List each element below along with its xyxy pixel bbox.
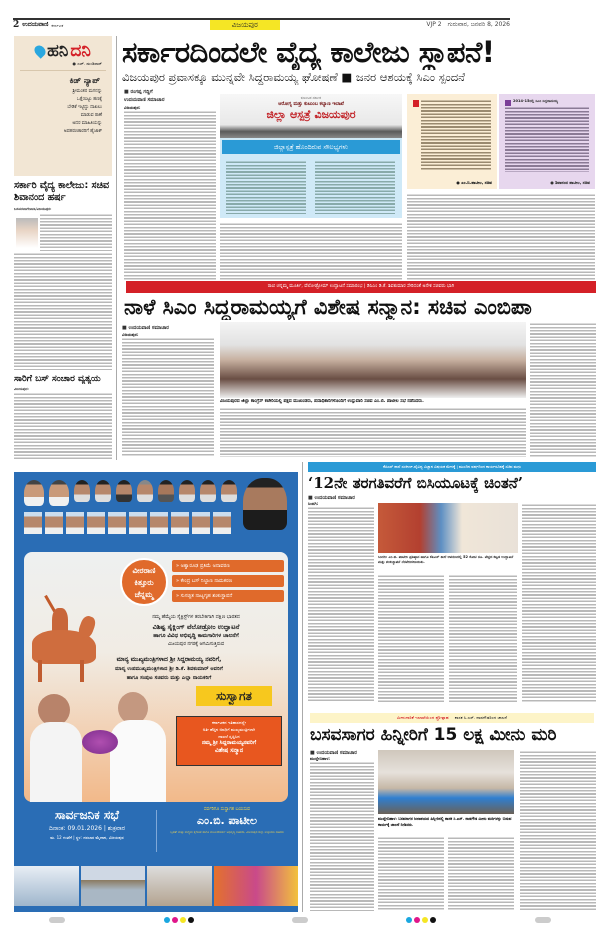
- drop-icon: [32, 43, 48, 59]
- leader-portrait: [45, 512, 63, 534]
- lead-reporter: ■ ರಂಗಪ್ಪ ಗದ್ದಿಗೆ: [124, 89, 153, 95]
- quote-box-shivanand: [499, 94, 595, 189]
- sidebar-story1-dateline: ಬಸವನಬಾಗೇವಾಡಿ/ವಿಜಯಪುರ:: [14, 207, 52, 211]
- ad-body-line: ವಿಜಯಪುರ ನಗರಕ್ಕೆ ಆಗಮಿಸುತ್ತಿರುವ: [167, 642, 225, 647]
- meeting-photo: [220, 322, 526, 398]
- sidebar-story2-body: [14, 392, 112, 460]
- quote-box-mbpatil: [407, 94, 497, 189]
- ad-bullet-list: [172, 560, 284, 602]
- mid-meal-col3-text: [449, 574, 517, 702]
- mid-meal-col2-text: [378, 574, 444, 702]
- ad-bullet: » ಅಶ್ವಾರೂಢ ಪ್ರತಿಮೆ ಅನಾವರಣ: [172, 560, 284, 572]
- leader-portrait: [179, 480, 195, 502]
- masthead-sub: ಕರ್ನಾಟಕ: [51, 22, 64, 28]
- facilities-box: [220, 138, 402, 218]
- second-bureau: ■ ಉದಯವಾಣಿ ಸಮಾಚಾರ: [122, 325, 169, 331]
- poem-line: ಶ್ರೀಮಂತರ ಮಗನನ್ನು: [72, 89, 102, 94]
- lead-col3-text: [407, 193, 595, 280]
- sidebar-story2-headline: ಸಾರಿಗೆ ಬಸ್ ಸಂಚಾರ ವ್ಯತ್ಯಯ: [14, 374, 101, 384]
- leader-portrait: [108, 512, 126, 534]
- leader-portrait: [158, 480, 174, 502]
- second-body-text: [220, 407, 526, 457]
- host-title: ಬೃಹತ್ ಮತ್ತು ಮಧ್ಯಮ ಕೈಗಾರಿಕೆ ಹಾಗೂ ಮೂಲಸೌಕರ್ಯ ಅಭಿವೃದ್ಧಿ ಸಚಿವರು, ವಿಜಯಪುರ ಜಿಲ್ಲಾ ಉಸ್ತುವಾರಿ ಸಚಿವರು: [170, 830, 284, 834]
- sidebar-story1-body: [14, 252, 112, 370]
- leader-portrait: [66, 512, 84, 534]
- bus-stand-photo: [214, 866, 298, 906]
- honour-line: ನಮ್ಮ ಶ್ರೀ ಸಿದ್ದರಾಮಯ್ಯನವರಿಗೆ: [201, 740, 257, 746]
- fish-bureau: ■ ಉದಯವಾಣಿ ಸಮಾಚಾರ: [310, 750, 357, 756]
- page-header: [13, 18, 510, 30]
- page-number: 2: [13, 20, 20, 30]
- leaders-row-2: [24, 512, 231, 534]
- welcome-banner: ಸುಸ್ವಾಗತ: [196, 686, 272, 706]
- meeting-title: ಸಾರ್ವಜನಿಕ ಸಭೆ: [55, 808, 119, 822]
- sign-line3: ಜಿಲ್ಲಾ ಆಸ್ಪತ್ರೆ ವಿಜಯಪುರ: [266, 108, 356, 121]
- second-col1-text: [122, 337, 214, 457]
- page-code: VJP 2: [426, 21, 442, 28]
- hani-dani-column: [14, 36, 112, 176]
- ad-info-band: [14, 802, 298, 864]
- lead-subhead: ವಿಜಯಪುರ ಪ್ರವಾಸಕ್ಕೂ ಮುನ್ನವೇ ಸಿದ್ದರಾಮಯ್ಯ ಘೋಷಣೆ ■ ಜನರ ಆಶಯಕ್ಕೆ ಸಿಎಂ ಸ್ಪಂದನೆ: [122, 70, 465, 84]
- host-block: [160, 806, 294, 834]
- mid-meal-bureau: ■ ಉದಯವಾಣಿ ಸಮಾಚಾರ: [308, 495, 355, 501]
- mid-meal-col1-text: [308, 506, 374, 702]
- ad-body-line: ನಮ್ಮ ಹೆಮ್ಮೆಯ ಸೈಕ್ಲಿಸ್ಟ್‌ಗಳ ತರಬೇತಿಗಾಗಿ ದಕ್ಷಿಣ ಭಾರತದ: [152, 615, 240, 620]
- honour-line: ವಿಶೇಷ ಸನ್ಮಾನ: [214, 747, 244, 754]
- ad-inner-panel: [24, 552, 288, 802]
- poem-line: ಅಪಹರಣಕಾರರಿಗೆ ಹೈಜಾಕ್: [63, 129, 102, 134]
- poem-title: ಕಿಡ್ ನ್ಯಾಪ್: [69, 76, 100, 85]
- lead-headline: ಸರ್ಕಾರದಿಂದಲೇ ವೈದ್ಯ ಕಾಲೇಜು ಸ್ಥಾಪನೆ!: [122, 35, 495, 69]
- quote-author: ● ಎಂ.ಬಿ.ಪಾಟೀಲ, ಸಚಿವ: [456, 180, 492, 185]
- sidebar-story1-headline: ಸರ್ಕಾರಿ ವೈದ್ಯ ಕಾಲೇಜು: ಸಚಿವ ಶಿವಾನಂದ ಹರ್ಷ: [14, 180, 110, 203]
- registration-pill: [49, 917, 65, 923]
- velodrome-photo: [14, 866, 79, 906]
- leader-portrait: [87, 512, 105, 534]
- mid-meal-kicker: ಕೆಪಿಎಸ್ ಶಾಲೆ ಸಂಕೀರ್ಣ-ವೈವಿಧ್ಯ ವಿಜ್ಞಾನ ವಿಷಯಕ ಮೇಳಕ್ಕೆ | ಮುಂದಿನ ವರ್ಷದಿಂದ ಕಾರ್ಯರೂಪಕ್ಕೆ ಸಚಿವ ಮಧು: [308, 462, 596, 472]
- ad-body-line: ಹಾಗೂ ಸಂಪುಟ ಸಚಿವರು ಮತ್ತು ಎಲ್ಲಾ ನಾಯಕರಿಗೆ: [126, 675, 212, 681]
- sign-line1: ಕರ್ನಾಟಕ ಸರ್ಕಾರ: [300, 96, 322, 100]
- mid-meal-dateline: ಸಿಂದಗಿ:: [308, 501, 319, 506]
- host-name: ಎಂ.ಬಿ. ಪಾಟೀಲ: [197, 814, 257, 827]
- mid-meal-headline: ‘12ನೇ ತರಗತಿವರೆಗೆ ಬಿಸಿಯೂಟಕ್ಕೆ ಚಿಂತನೆ’: [308, 474, 523, 492]
- column-divider: [302, 462, 303, 912]
- fish-col2-text: [378, 836, 444, 911]
- mid-meal-photo: [378, 503, 518, 553]
- edition-label: ವಿಜಯಪುರ: [210, 20, 280, 30]
- column-author: ● ಎಚ್. ಡುಂಡಿರಾಜ್: [72, 61, 102, 66]
- mid-meal-caption: ಸಿಂದಗಿ: ಎಂ.ಬಿ. ಪಾಟೀಲ ಪ್ರತಿಷ್ಠಾನ ಹಾಗೂ ಕೆಪಿಎಸ್ ಶಾಲೆ ಆವರಣದಲ್ಲಿ 52 ಕೋಟಿ ರೂ. ವೆಚ್ಚದ ಕಟ್ಟಡ ಉದ್ಘಾಟನೆ ಮತ್ತು ಶಂಕುಸ್ಥಾಪನೆ ನೆರವೇರಿಸಲಾಯಿತು.: [378, 555, 514, 564]
- honour-line: ಅತೀ ಹೆಚ್ಚಿನ ಅವಧಿಗೆ ಮುಖ್ಯಮಂತ್ರಿಗಳಾಗಿ: [202, 727, 256, 732]
- sign-line2: ಆರೋಗ್ಯ ಮತ್ತು ಕುಟುಂಬ ಕಲ್ಯಾಣ ಇಲಾಖೆ: [278, 102, 344, 107]
- poem-line: ಬೇಡಿಕೆ ಇಟ್ಟಿದ್ದು ದಾಖಲು: [67, 105, 102, 110]
- ad-bullet: » ಕೇಂದ್ರ ಬಸ್ ನಿಲ್ದಾಣ ನಾಮಕರಣ: [172, 575, 284, 587]
- cmyk-dots: [406, 917, 436, 923]
- hospital-photo: [220, 94, 402, 138]
- facilities-col2: [315, 160, 395, 214]
- medallion-line: ವೀರರಾಣಿ: [132, 566, 156, 575]
- leader-portrait: [150, 512, 168, 534]
- leader-portrait: [49, 480, 69, 506]
- thumbs-up-icon: [413, 100, 419, 107]
- masthead: ಉದಯವಾಣಿ: [22, 21, 49, 28]
- print-registration-marks: [0, 912, 600, 928]
- quote-author: ● ಶಿವಾನಂದ ಪಾಟೀಲ, ಸಚಿವ: [550, 180, 590, 185]
- sidebar-story1-text: [40, 213, 112, 251]
- leader-portrait: [221, 480, 237, 502]
- issue-date: ಗುರುವಾರ, ಜನವರಿ 8, 2026: [447, 21, 510, 28]
- public-meeting: [22, 808, 152, 840]
- chennamma-medallion: [120, 558, 168, 606]
- event-banner-strip: ರಾಣಿ ಚನ್ನಮ್ಮ ಮೂರ್ತಿ, ವೆಲೋಡ್ರೋಮ್ ಉದ್ಘಾಟನೆ ಸಮಾರಂಭ | ಡಿಸಿಎಂ ಡಿ.ಕೆ. ಶಿವಕುಮಾರ ಸೇರಿದಂತೆ ಅನೇಕ ಸಚಿವರು ಭಾಗಿ: [126, 281, 596, 293]
- leader-portrait: [192, 512, 210, 534]
- lake-photo: [81, 866, 146, 906]
- poem-line: ಅದರ ಮಾಹಿತಿಯನ್ನು: [72, 121, 102, 126]
- poem-line: ಮಾಡುವ ಠಾಣೆ: [80, 113, 102, 118]
- fish-col4-text: [520, 750, 596, 911]
- column-title-dani: ದನಿ: [70, 41, 91, 61]
- column-divider: [116, 36, 117, 460]
- fish-headline: ಬಸವಸಾಗರ ಹಿನ್ನೀರಿಗೆ 15 ಲಕ್ಷ ಮೀನು ಮರಿ: [310, 725, 557, 745]
- cm-body: [110, 720, 166, 802]
- second-headline: ನಾಳೆ ಸಿಎಂ ಸಿದ್ದರಾಮಯ್ಯಗೆ ವಿಶೇಷ ಸನ್ಮಾನ: ಸಚಿವ ಎಂಬಿಪಾ: [124, 295, 532, 319]
- mid-meal-col4-text: [522, 503, 596, 702]
- leader-portrait: [213, 512, 231, 534]
- fish-kicker: [310, 713, 594, 723]
- leader-portrait: [95, 480, 111, 502]
- honour-line: ಕರ್ನಾಟಕದ ಇತಿಹಾಸದಲ್ಲೇ: [212, 720, 246, 725]
- ad-body-line: ವಿಶಿಷ್ಟ ಸೈಕ್ಲಿಂಗ್ ವೆಲೋಡ್ರೋಂ ಉದ್ಘಾಟನೆ: [152, 623, 240, 631]
- poem-line: ಒತ್ತೆಯಿಟ್ಟು ಹಣಕ್ಕೆ: [76, 97, 102, 102]
- sidebar-story2-dateline: ವಿಜಯಪುರ:: [14, 387, 29, 391]
- fish-col1-text: [310, 761, 374, 911]
- fish-kicker-b: ಶಾಸಕ ಸಿ.ಎಸ್. ನಾಡಗೌಡರಿಂದ ಚಾಲನೆ: [454, 715, 508, 720]
- leaders-row-1: [24, 480, 237, 506]
- quote-lead: 2014-15ರಲ್ಲಿ ಸಿಎಂ ಸಿದ್ದರಾಮಯ್ಯ: [513, 99, 558, 103]
- leader-portrait: [116, 480, 132, 502]
- minister-photo: [16, 218, 38, 248]
- lead-dateline: ವಿಜಯಪುರ:: [124, 105, 141, 110]
- facilities-box-title: ಜಿಲ್ಲಾಸ್ಪತ್ರೆ ಹೊಂದಿರುವ ಸೌಲಭ್ಯಗಳು: [222, 140, 400, 154]
- lead-col2-text: [220, 222, 402, 280]
- welcome-advertisement: [14, 472, 298, 912]
- leader-portrait: [24, 512, 42, 534]
- host-label: ಸರ್ವರಿಗೂ ಸುಸ್ವಾಗತ ಬಯಸುವ: [203, 807, 251, 812]
- ad-body-line: ಹಾಗೂ ವಿವಿಧ ಅಭಿವೃದ್ಧಿ ಕಾಮಗಾರಿಗಳ ಚಾಲನೆಗೆ: [153, 633, 239, 639]
- column-title-hani: ಹನಿ: [47, 41, 69, 61]
- quote-text: [505, 106, 589, 172]
- ad-body: [104, 614, 288, 649]
- dcm-portrait: [243, 478, 287, 530]
- ad-body-line: ಮಾನ್ಯ ಮುಖ್ಯಮಂತ್ರಿಗಳಾದ ಶ್ರೀ ಸಿದ್ದರಾಮಯ್ಯ ನವರಿಗೆ,: [116, 656, 222, 663]
- second-dateline: ವಿಜಯಪುರ:: [122, 332, 139, 337]
- mbpatil-body: [30, 722, 82, 802]
- lead-bureau: ಉದಯವಾಣಿ ಸಮಾಚಾರ: [124, 97, 165, 103]
- meeting-venue: ಮ. 12 ಗಂಟೆಗೆ | ಸ್ಥಳ: ದರಬಾರ ಮೈದಾನ, ವಿಜಯಪುರ: [50, 835, 124, 840]
- fish-dateline: ಮುದ್ದೇಬಿಹಾಳ:: [310, 756, 330, 761]
- ad-greeting: [54, 654, 284, 683]
- quote-text: [421, 99, 491, 171]
- leader-portrait: [24, 480, 44, 506]
- meeting-photo-caption: ವಿಜಯಪುರದ ಜಿಲ್ಲಾ ಕಾಂಗ್ರೆಸ್ ಕಚೇರಿಯಲ್ಲಿ ಪಕ್ಷದ ಮುಖಂಡರು, ಪದಾಧಿಕಾರಿಗಳೊಂದಿಗೆ ಉಸ್ತುವಾರಿ ಸಚಿವ ಎಂ.ಬಿ. ಪಾಟೀಲ ಸಭೆ ನಡೆಸಿದರು.: [220, 399, 424, 404]
- lead-col1-text: [124, 110, 216, 280]
- registration-pill: [292, 917, 308, 923]
- honour-line: ದಾಖಲೆ ಸೃಷ್ಟಿಸಿದ: [218, 734, 240, 739]
- meeting-date: ದಿನಾಂಕ: 09.01.2026 | ಶುಕ್ರವಾರ: [48, 825, 126, 832]
- building-photo: [147, 866, 212, 906]
- cmyk-dots: [164, 917, 194, 923]
- leader-portrait: [171, 512, 189, 534]
- fish-release-photo: [378, 750, 514, 814]
- honour-box: [176, 716, 282, 766]
- fish-caption: ಮುದ್ದೇಬಿಹಾಳ: ಬಸವಸಾಗರ ಜಲಾಶಯದ ಹಿನ್ನೀರಿನಲ್ಲಿ ಶಾಸಕ ಸಿ.ಎಸ್. ನಾಡಗೌಡ ಮೀನು ಮರಿಗಳನ್ನು ಬಿಡುವ ಕಾರ್ಯಕ್ಕೆ ಚಾಲನೆ ನೀಡಿದರು.: [378, 816, 512, 827]
- leader-portrait: [74, 480, 90, 502]
- fish-kicker-a: ಮೀನುಗಾರಿಕೆ ಇಲಾಖೆಯಿಂದ ಪ್ರೋತ್ಸಾಹ: [396, 715, 449, 720]
- facilities-col1: [226, 160, 306, 214]
- ad-body-line: ಮಾನ್ಯ ಉಪಮುಖ್ಯಮಂತ್ರಿಗಳಾದ ಶ್ರೀ ಡಿ.ಕೆ. ಶಿವಕುಮಾರ್ ಅವರಿಗೆ: [115, 666, 223, 672]
- registration-pill: [535, 917, 551, 923]
- fish-col3-text: [448, 836, 514, 911]
- bouquet: [82, 730, 118, 754]
- medallion-line: ಕಿತ್ತೂರು: [134, 578, 154, 587]
- leader-portrait: [137, 480, 153, 502]
- ad-photo-strip: [14, 866, 298, 906]
- leader-portrait: [129, 512, 147, 534]
- medallion-line: ಚೆನ್ನಮ್ಮ: [134, 590, 154, 599]
- second-col-right-text: [530, 322, 596, 457]
- leader-portrait: [200, 480, 216, 502]
- ad-bullet: » ಸುಸಜ್ಜಿತ ನಾಟ್ಯಗೃಹ ಶಂಕುಸ್ಥಾಪನೆ: [172, 590, 284, 602]
